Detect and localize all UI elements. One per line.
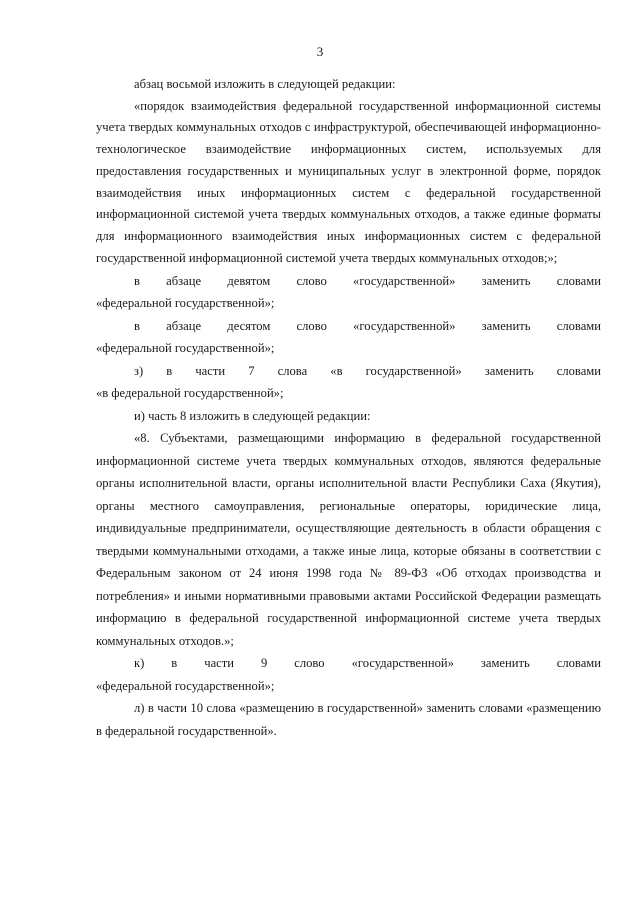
paragraph-item-tenth-line1: в абзаце десятом слово «государственной» заменить словами xyxy=(134,318,601,333)
paragraph-item-l: л) в части 10 слова «размещению в государственной» заменить словами «размещению в федеральной государственной». xyxy=(96,701,601,738)
paragraph-item-k xyxy=(96,652,601,697)
paragraph-item-i: и) часть 8 изложить в следующей редакции: xyxy=(134,408,371,423)
paragraph-item-tenth-line2: «федеральной государственной»; xyxy=(96,341,275,356)
paragraph-item-ninth-line1: в абзаце девятом слово «государственной» заменить словами xyxy=(134,273,601,288)
paragraph-item-z-line2: «в федеральной государственной»; xyxy=(96,386,284,401)
paragraph-item-z xyxy=(96,360,601,405)
page-number: 3 xyxy=(316,44,324,59)
paragraph-item-k-line2: «федеральной государственной»; xyxy=(96,678,275,693)
paragraph-intro: абзац восьмой изложить в следующей редакции: xyxy=(134,77,396,91)
document-body xyxy=(96,73,601,742)
paragraph-quoted-order: «порядок взаимодействия федеральной государственной информационной системы учета твердых коммунальных отходов с инфраструктурой, обеспечивающей информационно-технологическое взаимодействие информационных систем, используемых для предоставления государственных и муниципальных услуг в электронной форме, порядок взаимодействия иных информационных систем с федеральной государственной информационной системой учета твердых коммунальных отходов, а также единые форматы для информационного взаимодействия иных информационных систем с федеральной государственной информационной системой учета твердых коммунальных отходов;»; xyxy=(96,98,601,266)
paragraph-item-ninth xyxy=(96,270,601,315)
paragraph-item-tenth xyxy=(96,315,601,360)
paragraph-part-8: «8. Субъектами, размещающими информацию в федеральной государственной информационной системе учета твердых коммунальных отходов, являются федеральные органы исполнительной власти, органы исполнительной власти Республики Саха (Якутия), органы местного самоуправления, региональные операторы, юридические лица, индивидуальные предприниматели, осуществляющие деятельность в области обращения с твердыми коммунальными отходами, а также иные лица, которые обязаны в соответствии с Федеральным законом от 24 июня 1998 года № 89-ФЗ «Об отходах производства и потребления» и иными нормативными правовыми актами Российской Федерации размещать информацию в федеральной государственной информационной системе учета твердых коммунальных отходов.»; xyxy=(96,431,601,648)
paragraph-item-z-line1: з) в части 7 слова «в государственной» заменить словами xyxy=(134,363,601,378)
paragraph-item-k-line1: к) в части 9 слово «государственной» заменить словами xyxy=(134,656,601,671)
paragraph-item-ninth-line2: «федеральной государственной»; xyxy=(96,296,275,311)
